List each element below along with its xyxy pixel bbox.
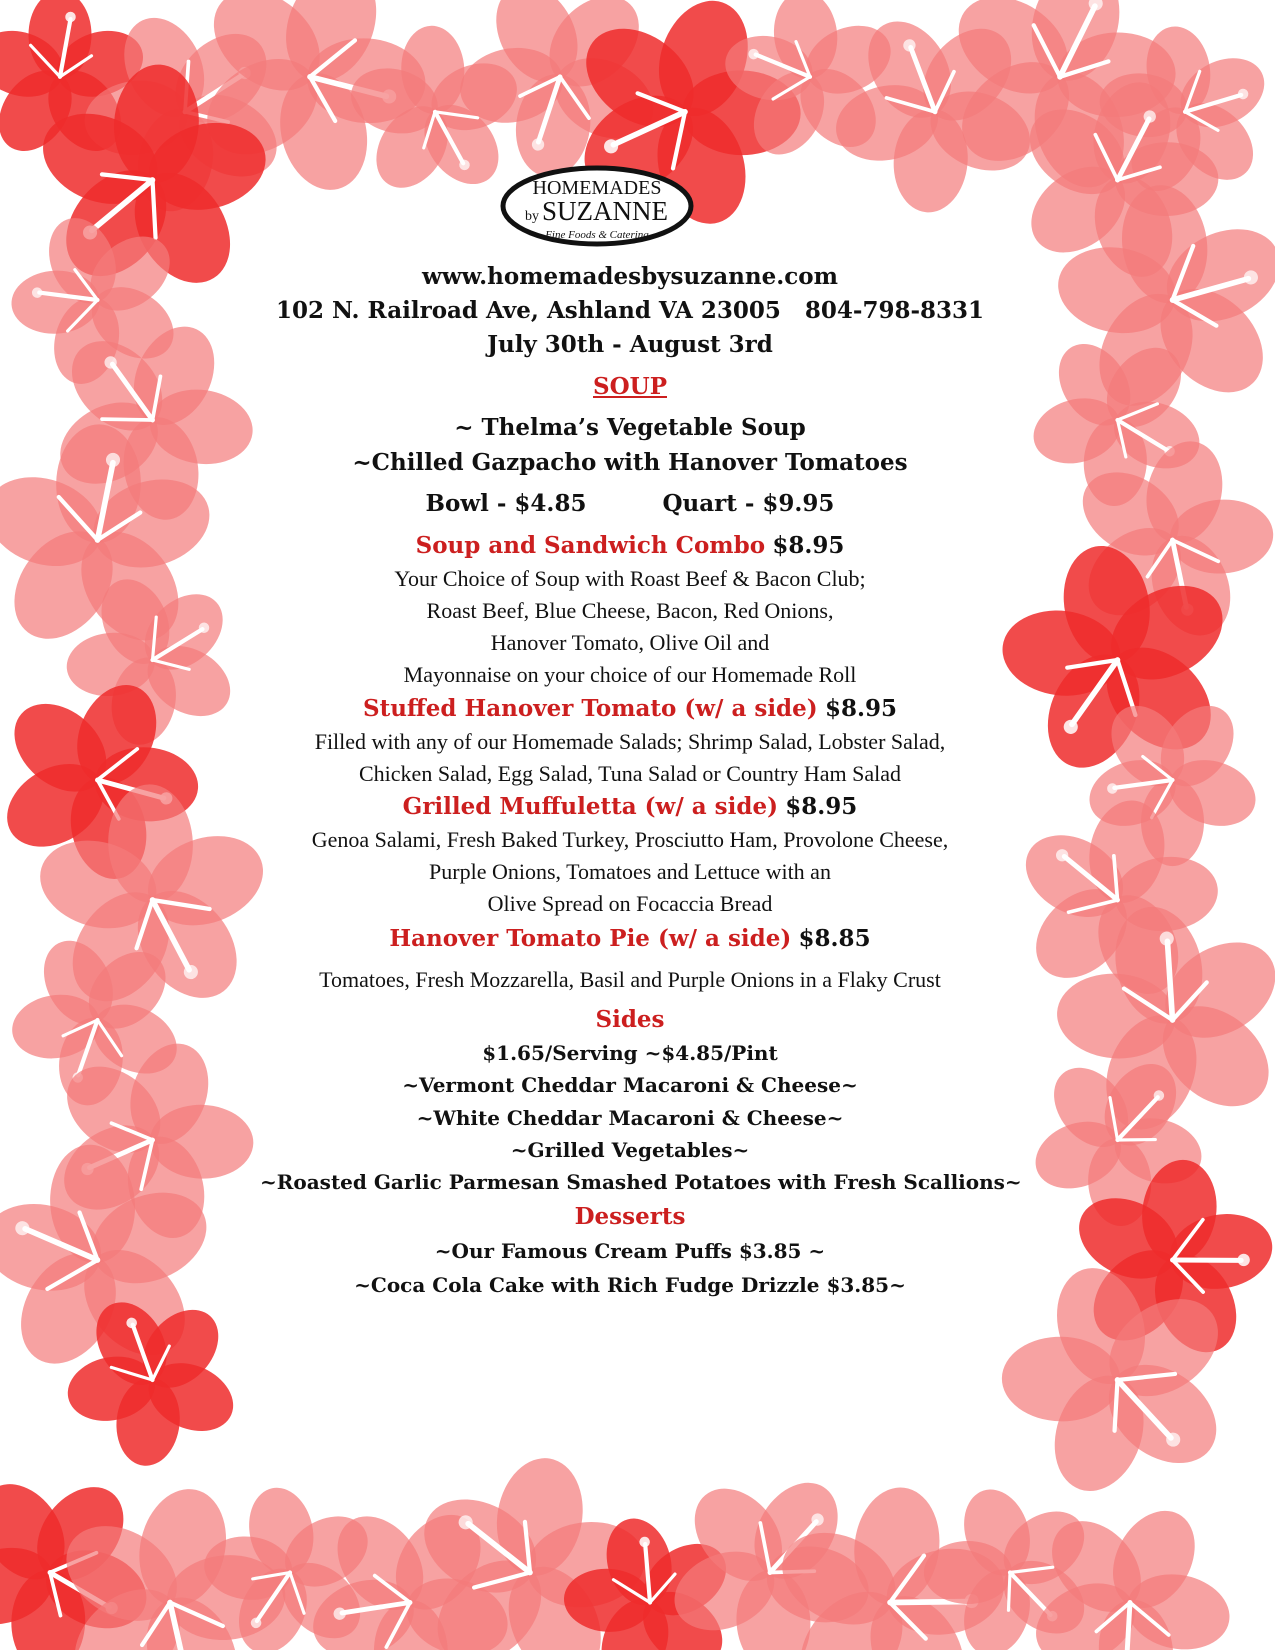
address-line [260, 297, 1000, 324]
combo-title [260, 532, 1000, 559]
combo-name: Soup and Sandwich Combo [415, 532, 766, 559]
muffuletta-title [260, 793, 1000, 820]
side-item-3: ~Grilled Vegetables~ [510, 1138, 750, 1162]
side-item-1: ~Vermont Cheddar Macaroni & Cheese~ [402, 1073, 858, 1097]
combo-price: $8.95 [772, 532, 845, 559]
website-link[interactable]: www.homemadesbysuzanne.com [422, 263, 838, 290]
sides-heading: Sides [595, 1006, 665, 1033]
sides-price: $1.65/Serving ~$4.85/Pint [482, 1041, 778, 1065]
side-item-4: ~Roasted Garlic Parmesan Smashed Potatoes with Fresh Scallions~ [260, 1170, 1022, 1194]
logo-line2: SUZANNE [542, 196, 668, 226]
date-range: July 30th - August 3rd [487, 331, 773, 358]
logo-by: by [525, 209, 539, 224]
combo-desc-2: Roast Beef, Blue Cheese, Bacon, Red Onions, [426, 598, 834, 623]
muffuletta-desc-3: Olive Spread on Focaccia Bread [487, 891, 773, 916]
stuffed-desc-2: Chicken Salad, Egg Salad, Tuna Salad or Country Ham Salad [359, 761, 901, 786]
phone: 804-798-8331 [804, 297, 985, 324]
desserts-heading: Desserts [574, 1203, 686, 1230]
muffuletta-name: Grilled Muffuletta (w/ a side) [402, 793, 778, 820]
soup-heading: SOUP [593, 373, 667, 400]
muffuletta-price: $8.95 [785, 793, 858, 820]
stuffed-title [260, 695, 1000, 722]
soup-prices [260, 490, 1000, 517]
stuffed-price: $8.95 [824, 695, 898, 722]
quart-price: Quart - $9.95 [662, 490, 835, 517]
stuffed-desc-1: Filled with any of our Homemade Salads; Shrimp Salad, Lobster Salad, [314, 729, 946, 754]
soup-item-1: ~ Thelma’s Vegetable Soup [454, 414, 806, 441]
soup-item-2: ~Chilled Gazpacho with Hanover Tomatoes [352, 449, 908, 476]
pie-title [260, 925, 1000, 952]
muffuletta-desc-1: Genoa Salami, Fresh Baked Turkey, Prosciutto Ham, Provolone Cheese, [311, 827, 949, 852]
logo-line1: HOMEMADES [532, 177, 662, 199]
logo-tagline: Fine Foods & Catering [545, 229, 649, 241]
muffuletta-desc-2: Purple Onions, Tomatoes and Lettuce with an [429, 859, 831, 884]
combo-desc-3: Hanover Tomato, Olive Oil and [490, 630, 770, 655]
dessert-item-2: ~Coca Cola Cake with Rich Fudge Drizzle $3.85~ [354, 1273, 906, 1297]
pie-desc-1: Tomatoes, Fresh Mozzarella, Basil and Purple Onions in a Flaky Crust [319, 967, 941, 992]
menu-content [260, 0, 1022, 1650]
side-item-2: ~White Cheddar Macaroni & Cheese~ [416, 1106, 844, 1130]
combo-desc-1: Your Choice of Soup with Roast Beef & Bacon Club; [394, 566, 866, 591]
bowl-price: Bowl - $4.85 [425, 490, 587, 517]
address: 102 N. Railroad Ave, Ashland VA 23005 [275, 297, 781, 324]
dessert-item-1: ~Our Famous Cream Puffs $3.85 ~ [434, 1239, 826, 1263]
stuffed-name: Stuffed Hanover Tomato (w/ a side) [362, 695, 818, 722]
pie-price: $8.85 [798, 925, 871, 952]
combo-desc-4: Mayonnaise on your choice of our Homemade Roll [403, 662, 857, 687]
pie-name: Hanover Tomato Pie (w/ a side) [389, 925, 792, 952]
